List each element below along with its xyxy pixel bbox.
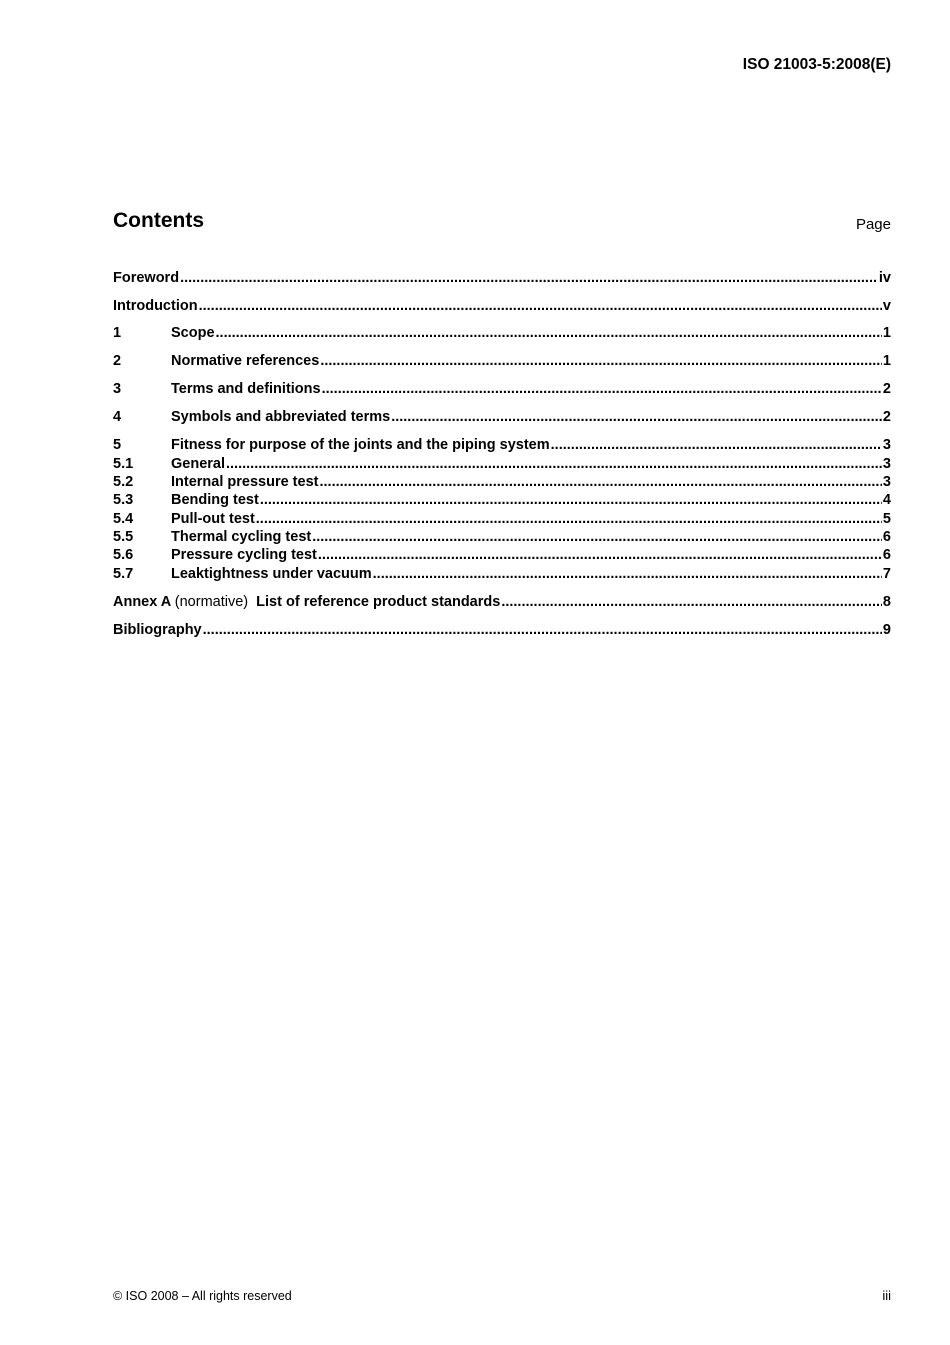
- toc-entry-number: 4: [113, 409, 122, 425]
- dot-leader: [501, 594, 882, 611]
- dot-leader: [260, 492, 882, 509]
- toc-entry-5-7[interactable]: [113, 566, 891, 583]
- dot-leader: [312, 529, 882, 546]
- toc-entry-2[interactable]: [113, 353, 891, 370]
- dot-leader: [199, 298, 882, 315]
- footer-page-number: iii: [882, 1288, 891, 1303]
- toc-entry-title: Scope: [171, 325, 215, 341]
- toc-entry-title: Internal pressure test: [171, 474, 319, 490]
- annex-title: List of reference product standards: [256, 594, 501, 610]
- toc-entry-5-3[interactable]: [113, 492, 891, 509]
- toc-entry-title: General: [171, 456, 225, 472]
- toc-entry-page: 3: [882, 437, 891, 453]
- annex-type: (normative): [174, 594, 249, 610]
- toc-entry-title: Thermal cycling test: [171, 529, 312, 545]
- dot-leader: [391, 409, 882, 426]
- toc-entry-title: Foreword: [113, 270, 180, 286]
- toc-entry-annex-a[interactable]: [113, 594, 891, 611]
- dot-leader: [373, 566, 882, 583]
- document-id: ISO 21003-5:2008(E): [742, 56, 891, 73]
- toc-entry-page: 6: [882, 547, 891, 563]
- toc-entry-5-6[interactable]: [113, 547, 891, 564]
- toc-entry-number: 5: [113, 437, 122, 453]
- toc-entry-5-5[interactable]: [113, 529, 891, 546]
- toc-entry-page: 8: [882, 594, 891, 610]
- toc-entry-page: 3: [882, 474, 891, 490]
- toc-entry-foreword[interactable]: [113, 270, 891, 287]
- toc-entry-3[interactable]: [113, 381, 891, 398]
- toc-entry-page: 6: [882, 529, 891, 545]
- toc-entry-title: Bending test: [171, 492, 259, 508]
- toc-entry-number: 5.1: [113, 456, 134, 472]
- toc-entry-5-1[interactable]: [113, 456, 891, 473]
- toc-entry-page: 2: [882, 381, 891, 397]
- dot-leader: [216, 325, 882, 342]
- toc-entry-number: 5.3: [113, 492, 134, 508]
- footer-copyright: © ISO 2008 – All rights reserved: [113, 1289, 292, 1303]
- dot-leader: [322, 381, 882, 398]
- toc-entry-number: 5.5: [113, 529, 134, 545]
- toc-entry-5[interactable]: [113, 437, 891, 454]
- toc-entry-page: 2: [882, 409, 891, 425]
- toc-entry-title: Pressure cycling test: [171, 547, 317, 563]
- toc-entry-number: 5.4: [113, 511, 134, 527]
- toc-entry-page: 1: [882, 325, 891, 341]
- dot-leader: [320, 353, 882, 370]
- toc-entry-page: 3: [882, 456, 891, 472]
- toc-entry-page: 5: [882, 511, 891, 527]
- annex-label: Annex A: [113, 594, 171, 610]
- toc-entry-number: 1: [113, 325, 122, 341]
- toc-entry-1[interactable]: [113, 325, 891, 342]
- toc-entry-bibliography[interactable]: [113, 622, 891, 639]
- dot-leader: [551, 437, 882, 454]
- dot-leader: [180, 270, 878, 287]
- dot-leader: [256, 511, 882, 528]
- toc-entry-number: 5.7: [113, 566, 134, 582]
- toc-entry-page: 4: [882, 492, 891, 508]
- toc-entry-number: 5.2: [113, 474, 134, 490]
- toc-entry-number: 5.6: [113, 547, 134, 563]
- toc-entry-number: 3: [113, 381, 122, 397]
- toc-entry-page: 1: [882, 353, 891, 369]
- toc-entry-number: 2: [113, 353, 122, 369]
- toc-entry-title: Fitness for purpose of the joints and the piping system: [171, 437, 550, 453]
- dot-leader: [203, 622, 882, 639]
- toc-entry-title: Normative references: [171, 353, 320, 369]
- toc-entry-page: v: [882, 298, 891, 314]
- toc-entry-introduction[interactable]: [113, 298, 891, 315]
- toc-annex-heading: [113, 594, 500, 611]
- toc-entry-title: Pull-out test: [171, 511, 255, 527]
- dot-leader: [226, 456, 882, 473]
- toc-entry-page: 9: [882, 622, 891, 638]
- dot-leader: [319, 474, 881, 491]
- toc-entry-4[interactable]: [113, 409, 891, 426]
- toc-entry-title: Leaktightness under vacuum: [171, 566, 372, 582]
- page-column-label: Page: [855, 216, 891, 233]
- toc-entry-5-2[interactable]: [113, 474, 891, 491]
- toc-entry-page: iv: [878, 270, 891, 286]
- contents-title: Contents: [113, 209, 204, 232]
- toc-entry-5-4[interactable]: [113, 511, 891, 528]
- toc-entry-title: Terms and definitions: [171, 381, 321, 397]
- toc-entry-title: Bibliography: [113, 622, 202, 638]
- toc-entry-title: Introduction: [113, 298, 198, 314]
- dot-leader: [318, 547, 882, 564]
- toc-entry-page: 7: [882, 566, 891, 582]
- toc-entry-title: Symbols and abbreviated terms: [171, 409, 391, 425]
